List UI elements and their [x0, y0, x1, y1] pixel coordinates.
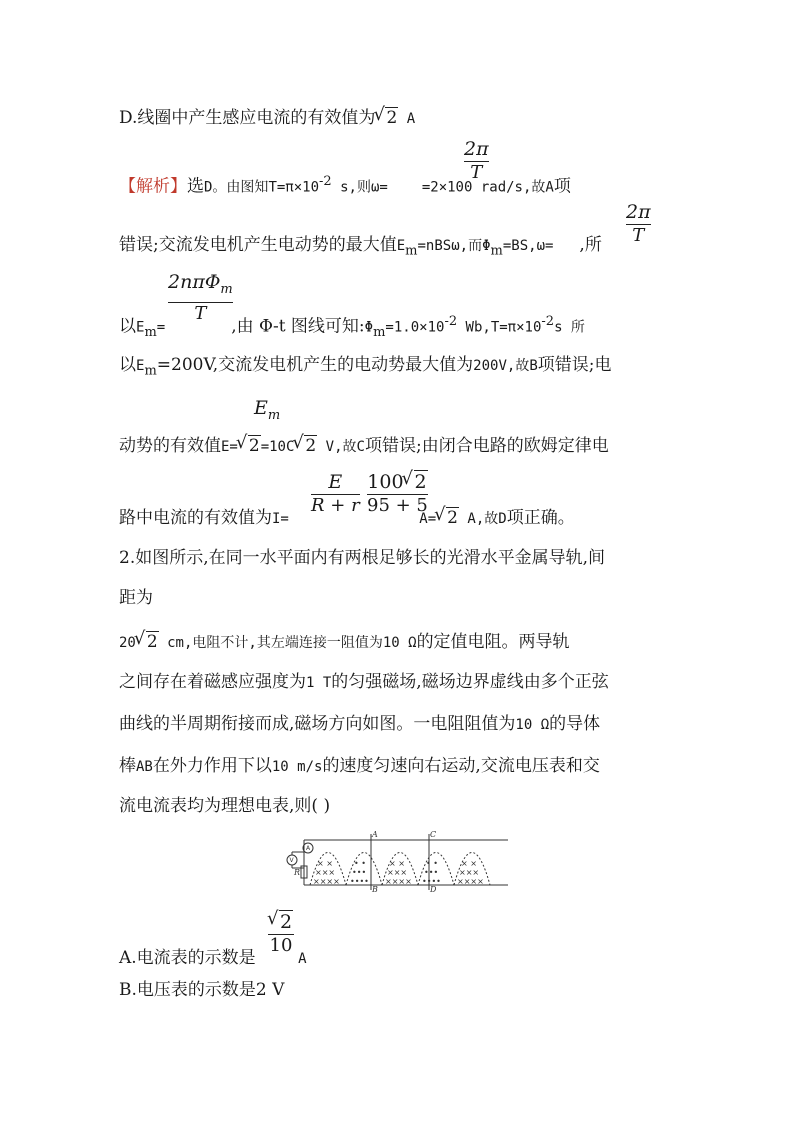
- svg-text:××××: ××××: [313, 877, 340, 886]
- svg-text:×××: ×××: [315, 868, 336, 877]
- q2-line-4: 之间存在着磁感应强度为1 T的匀强磁场,磁场边界虚线由多个正弦: [119, 672, 609, 692]
- sqrt-symbol: √ 2: [136, 631, 159, 653]
- sqrt-symbol: √ 2: [436, 507, 459, 529]
- ammeter-label: A: [306, 845, 311, 852]
- fraction-em-over-root2: $E_m$: [254, 397, 281, 423]
- option-a: A.电流表的示数是 A: [119, 948, 307, 968]
- analysis-line-5: 动势的有效值E=√ 2=10C√ 2 V,故C项错误;由闭合电路的欧姆定律电: [119, 435, 609, 458]
- svg-text:×××: ×××: [387, 868, 408, 877]
- label-r: R: [294, 868, 301, 877]
- q2-line-1: 2.如图所示,在同一水平面内有两根足够长的光滑水平金属导轨,间: [119, 548, 606, 568]
- sqrt-symbol: √ 2: [375, 107, 398, 129]
- label-a: A: [372, 830, 378, 839]
- svg-text:• •: • •: [354, 859, 366, 868]
- option-b: B.电压表的示数是2 V: [119, 980, 285, 1000]
- option-d-text: D.线圈中产生感应电流的有效值为: [119, 108, 376, 128]
- svg-text:× ×: × ×: [461, 859, 477, 868]
- svg-text:• •: • •: [426, 859, 438, 868]
- fraction-em: $\frac{2n\pi\Phi_m}{T}$: [168, 271, 233, 324]
- label-b: B: [372, 885, 378, 892]
- label-c: C: [430, 830, 437, 839]
- analysis-line-4: 以$E_m=200V$,交流发电机产生的电动势最大值为200V,故B项错误;电: [119, 355, 612, 379]
- svg-text:×××: ×××: [459, 868, 480, 877]
- svg-text:•••: •••: [424, 868, 439, 877]
- q2-line-6: 棒AB在外力作用下以10 m/s的速度匀速向右运动,交流电压表和交: [119, 756, 600, 776]
- analysis-tag: 【解析】: [119, 176, 187, 197]
- svg-text:× ×: × ×: [389, 859, 405, 868]
- q2-line-5: 曲线的半周期衔接而成,磁场方向如图。一电阻阻值为10 Ω的导体: [119, 714, 601, 734]
- fraction-2pi-over-t-1: $\frac{2\pi}{T}$: [464, 138, 489, 183]
- analysis-line-6: 路中电流的有效值为I= A=√ 2 A,故D项正确。: [119, 507, 575, 530]
- option-d: D.线圈中产生感应电流的有效值为√ 2 A: [119, 107, 415, 130]
- q2-line-7: 流电流表均为理想电表,则( ): [119, 796, 331, 816]
- svg-text:•••: •••: [352, 868, 367, 877]
- svg-text:××××: ××××: [457, 877, 484, 886]
- fraction-100root2: $\frac{100√ 2}{95 + 5}$: [367, 470, 428, 517]
- fraction-e-over-r: $\frac{E}{R + r}$: [311, 471, 360, 516]
- voltmeter-label: V: [289, 857, 294, 864]
- q2-line-2: 距为: [119, 588, 153, 608]
- fraction-2pi-over-t-2: $\frac{2\pi}{T}$: [626, 201, 651, 246]
- analysis-line-2: 错误;交流发电机产生电动势的最大值$E_m=nBS\omega$,而$\Phi_m=BS,\omega=$ ,所: [119, 235, 602, 259]
- svg-text:××××: ××××: [385, 877, 412, 886]
- svg-text:••••: ••••: [350, 877, 369, 886]
- analysis-line-3: 以$E_m=$ ,由 Φ-t 图线可知$:\Phi_m=1.0\times 10^{-2}$ $Wb,T=\pi\times 10^{-2}s$ 所: [119, 314, 585, 341]
- sqrt-symbol: √ 2: [294, 435, 317, 457]
- svg-text:× ×: × ×: [317, 859, 333, 868]
- circuit-magnetic-field-figure: [284, 830, 510, 892]
- sqrt-symbol: √ 2: [238, 435, 261, 457]
- svg-text:••••: ••••: [422, 877, 441, 886]
- fraction-root2-over-10: √ $\frac{2}{10}$: [268, 910, 294, 957]
- analysis-line-1: 【解析】选D。由图知$T=\pi\times 10^{-2}$ s,则ω= =2×100 rad/s,故A项: [119, 174, 571, 197]
- label-d: D: [430, 885, 437, 892]
- q2-line-3: 20√ 2 cm,电阻不计,其左端连接一阻值为10 Ω的定值电阻。两导轨: [119, 631, 570, 654]
